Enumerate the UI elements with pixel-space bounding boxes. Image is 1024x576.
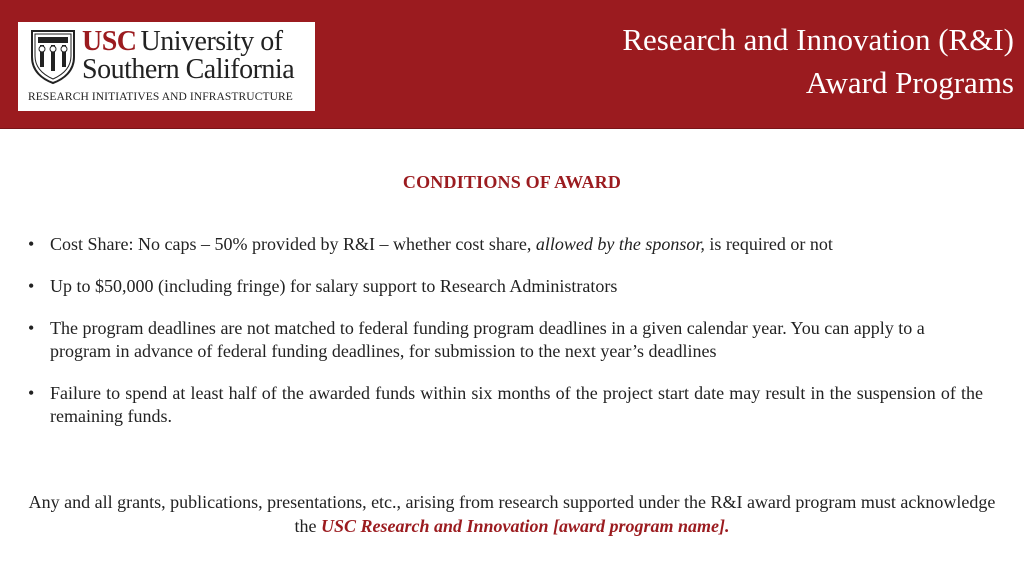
logo-usc: USC	[82, 26, 137, 57]
list-item	[28, 382, 983, 428]
page-title-line2: Award Programs	[805, 65, 1014, 100]
bullet-text: Up to $50,000 (including fringe) for salary support to Research Administrators	[50, 276, 618, 296]
conditions-list	[28, 233, 983, 447]
header-banner	[0, 0, 1024, 129]
list-item	[28, 317, 983, 363]
bullet-text: The program deadlines are not matched to federal funding program deadlines in a given calendar year. You can apply to a program in advance of federal funding deadlines, for submission to the next year’s deadlines	[50, 318, 925, 361]
bullet-icon: •	[28, 318, 35, 338]
bullet-text: Cost Share: No caps – 50% provided by R&I – whether cost share,	[50, 234, 536, 254]
bullet-icon: •	[28, 234, 35, 254]
list-item	[28, 275, 983, 298]
bullet-icon: •	[28, 276, 35, 296]
logo-university-of: University of	[140, 26, 283, 57]
section-title: CONDITIONS OF AWARD	[402, 172, 622, 192]
acknowledgement-text: Any and all grants, publications, presentations, etc., arising from research supported under the R&I award program must acknowledge the	[28, 492, 996, 536]
bullet-text: Failure to spend at least half of the awarded funds within six months of the project start date may result in the suspension of the remaining funds.	[50, 383, 983, 426]
bullet-text: is required or not	[704, 234, 833, 254]
page-title-line1: Research and Innovation (R&I)	[622, 22, 1014, 57]
logo-subtitle: RESEARCH INITIATIVES AND INFRASTRUCTURE	[28, 91, 293, 103]
usc-logo	[18, 22, 315, 111]
list-item	[28, 233, 983, 256]
logo-wordmark-line2: Southern California	[82, 54, 295, 85]
page-title	[622, 18, 1014, 104]
acknowledgement-note	[20, 490, 1004, 538]
bullet-icon: •	[28, 383, 35, 403]
acknowledgement-program-name: USC Research and Innovation [award program name].	[320, 516, 730, 536]
usc-seal-icon	[28, 27, 78, 85]
bullet-emphasis: allowed by the sponsor,	[535, 234, 705, 254]
